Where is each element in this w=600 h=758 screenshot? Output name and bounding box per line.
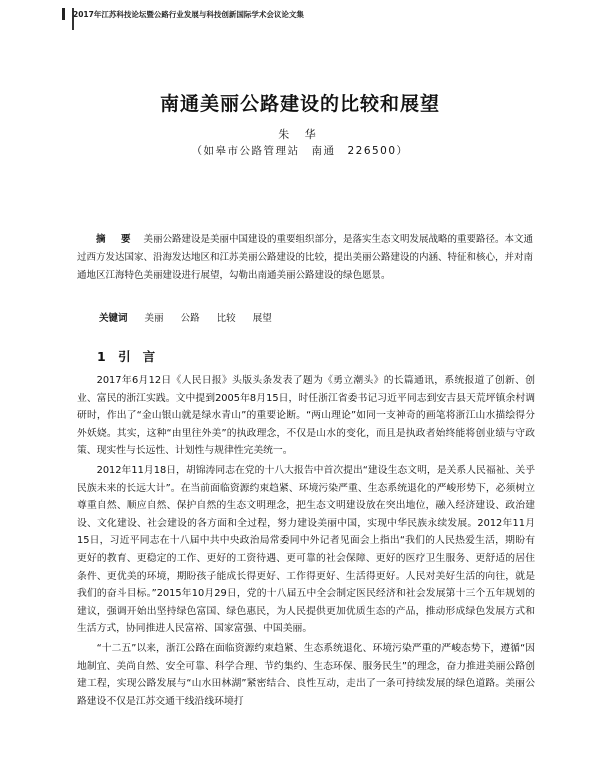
paragraph: 2012年11月18日，胡锦涛同志在党的十八大报告中首次提出“建设生态文明，是关系人民福祉、关乎民族未来的长远大计”。在当前面临资源约束趋紧、环境污染严重、生态系统退化的严峻形势下，必须树立尊重自然、顺应自然、保护自然的生态文明理念，把生态文明建设放在突出地位，融入经济建设、政治建设、文化建设、社会建设的各方面和全过程，努力建设美丽中国，实现中华民族永续发展。2012年11月15日，习近平同志在十八届中共中央政治局常委同中外记者见面会上指出“我们的人民热爱生活，期盼有更好的教育、更稳定的工作、更好的工资待遇、更可靠的社会保障、更好的医疗卫生服务、更舒适的居住条件、更优美的环境，期盼孩子能成长得更好、工作得更好、生活得更好。人民对美好生活的向往，就是我们的奋斗目标。”2015年10月29日，党的十八届五中全会制定医民经济和社会发展第十三个五年规划的建议，强调开始出坚持绿色富国、绿色惠民，为人民提供更加优质生态的产品，推动形成绿色发展方式和生活方式，协同推进人民富裕、国家富强、中国美丽。 <box>77 464 535 635</box>
section-title: 引言 <box>118 349 168 364</box>
section-heading <box>97 347 167 365</box>
keyword: 展望 <box>252 313 272 324</box>
abstract-label: 摘 要 <box>96 234 134 245</box>
header-bar-icon <box>62 8 65 20</box>
paragraph: 2017年6月12日《人民日报》头版头条发表了题为《勇立潮头》的长篇通讯，系统报道了创新、创业、富民的浙江实践。文中提到2005年8月15日，时任浙江省委书记习近平同志到安吉县天荒坪镇余村调研时，作出了“金山银山就是绿水青山”的重要论断。“两山理论”如同一支神奇的画笔将浙江山水描绘得分外妖娆。其实，这种“由里往外美”的执政理念，不仅是山水的变化，而且是执政者始终能将创业绩与守政策、现实性与长远性、计划性与规律性完美统一。 <box>77 375 535 457</box>
keyword: 比较 <box>216 313 236 324</box>
keyword: 公路 <box>180 313 200 324</box>
running-header <box>62 8 580 20</box>
paragraph: “十二五”以来，浙江公路在面临资源约束趋紧、生态系统退化、环境污染严重的严峻态势下，遵循“因地制宜、美尚自然、安全可靠、科学合理、节约集约、生态环保、服务民生”的理念，奋力推进美丽公路创建工程，实现公路发展与“山水田林湖”紧密结合、良性互动，走出了一条可持续发展的绿色道路。美丽公路建设不仅是江苏交通干线沿线环境打 <box>77 642 535 707</box>
abstract <box>77 231 535 285</box>
keywords <box>99 310 519 324</box>
abstract-text: 美丽公路建设是美丽中国建设的重要组织部分，是落实生态文明发展战略的重要路径。本文通过西方发达国家、沿海发达地区和江苏美丽公路建设的比较，提出美丽公路建设的内涵、特征和核心，并对南通地区江海特色美丽建设进行展望，勾勒出南通美丽公路建设的绿色愿景。 <box>77 234 534 281</box>
author-affiliation: （如皋市公路管理站 南通 226500） <box>191 145 409 157</box>
running-header-text: 2017年江苏科技论坛暨公路行业发展与科技创新国际学术会议论文集 <box>73 9 304 19</box>
article-author: 朱 华 <box>278 128 322 141</box>
article-title: 南通美丽公路建设的比较和展望 <box>159 93 440 115</box>
section-number: 1 <box>97 349 106 364</box>
body-text <box>77 372 535 712</box>
keyword: 美丽 <box>144 313 164 324</box>
keywords-label: 关键词 <box>99 313 128 324</box>
